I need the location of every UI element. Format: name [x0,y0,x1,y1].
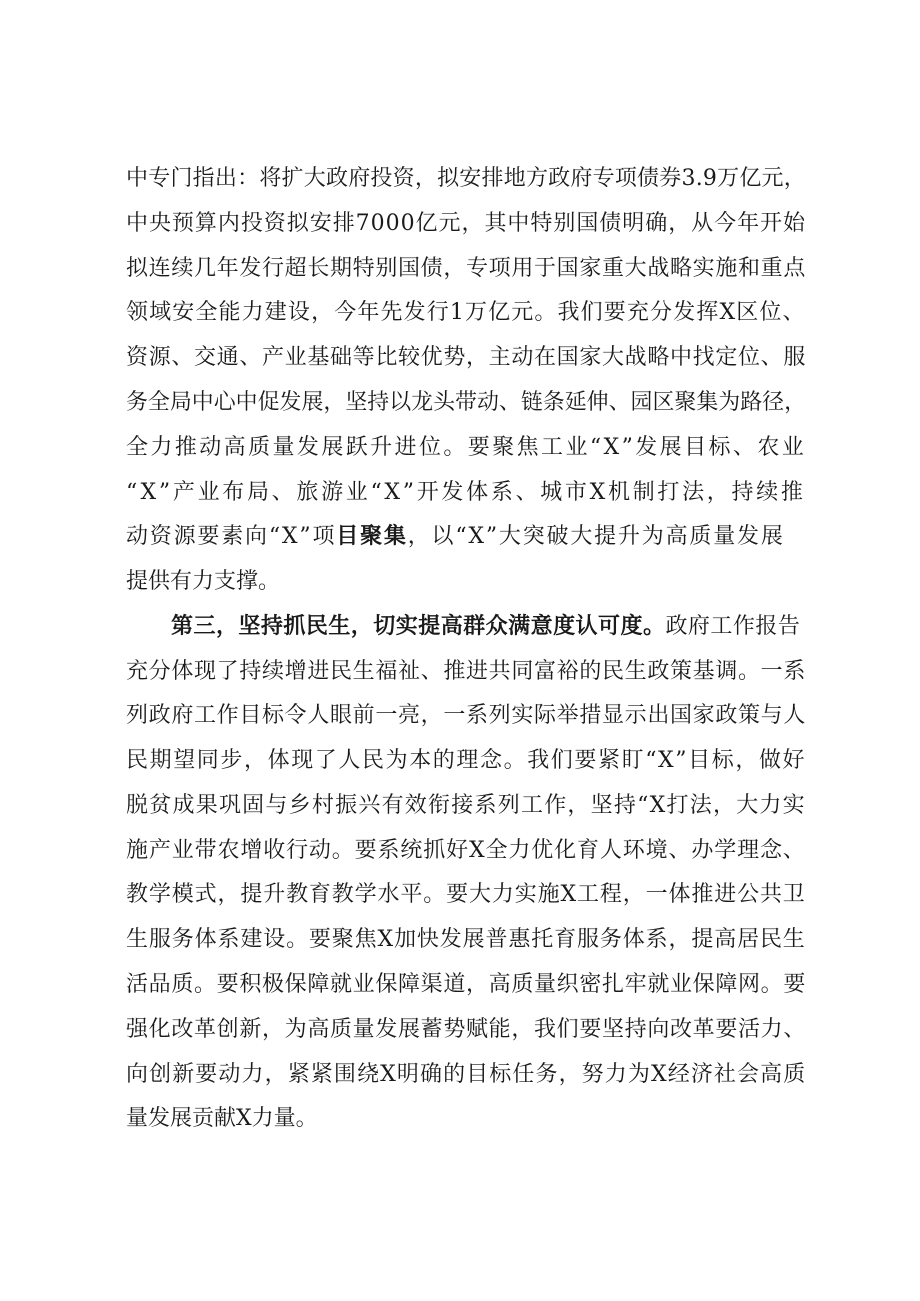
paragraph-line: 中央预算内投资拟安排7000亿元，其中特别国债明确，从今年开始 [126,211,806,236]
paragraph-line: 施产业带农增收行动。要系统抓好X全力优化育人环境、办学理念、 [126,838,806,863]
paragraph-line: 强化改革创新，为高质量发展蓄势赋能，我们要坚持向改革要活力、 [126,1017,807,1042]
section-heading: 第三，坚持抓民生，切实提高群众满意度认可度。 [171,614,666,639]
line-segment: 动资源要素向“X”项 [126,524,337,549]
paragraph-line: 充分体现了持续增进民生福祉、推进共同富裕的民生政策基调。一系 [126,659,807,684]
paragraph-line: “X”产业布局、旅游业“X”开发体系、城市X机制打法，持续推 [126,480,806,505]
paragraph-line: 活品质。要积极保障就业保障渠道，高质量织密扎牢就业保障网。要 [126,972,807,997]
paragraph-line: 向创新要动力，紧紧围绕X明确的目标任务，努力为X经济社会高质 [126,1062,807,1087]
paragraph-line: 领域安全能力建设，今年先发行1万亿元。我们要充分发挥X区位、 [126,300,806,325]
paragraph-line: 务全局中心中促发展，坚持以龙头带动、链条延伸、园区聚集为路径， [126,390,807,415]
paragraph-line: 脱贫成果巩固与乡村振兴有效衔接系列工作，坚持“X打法，大力实 [126,793,806,818]
paragraph-line: 量发展贡献X力量。 [126,1106,318,1131]
paragraph-line: 民期望同步，体现了人民为本的理念。我们要紧盯“X”目标，做好 [126,748,807,773]
paragraph-line: 资源、交通、产业基础等比较优势，主动在国家大战略中找定位、服 [126,345,807,370]
paragraph-line: 提供有力支撑。 [126,569,281,594]
paragraph-line: 全力推动高质量发展跃升进位。要聚焦工业“X”发展目标、农业 [126,435,807,460]
bold-segment: 目聚集 [336,524,408,549]
paragraph-line: 拟连续几年发行超长期特别国债，专项用于国家重大战略实施和重点 [126,256,807,281]
paragraph-heading-line [171,612,800,642]
paragraph-line [126,522,785,552]
paragraph-line: 列政府工作目标令人眼前一亮，一系列实际举措显示出国家政策与人 [126,703,807,728]
paragraph-line: 教学模式，提升教育教学水平。要大力实施X工程，一体推进公共卫 [126,882,806,907]
paragraph-line: 中专门指出：将扩大政府投资，拟安排地方政府专项债券3.9万亿元， [126,166,806,191]
line-segment: ，以“X”大突破大提升为高质量发展 [407,524,785,549]
paragraph-line: 生服务体系建设。要聚焦X加快发展普惠托育服务体系，提高居民生 [126,927,806,952]
line-segment: 政府工作报告 [665,614,801,639]
